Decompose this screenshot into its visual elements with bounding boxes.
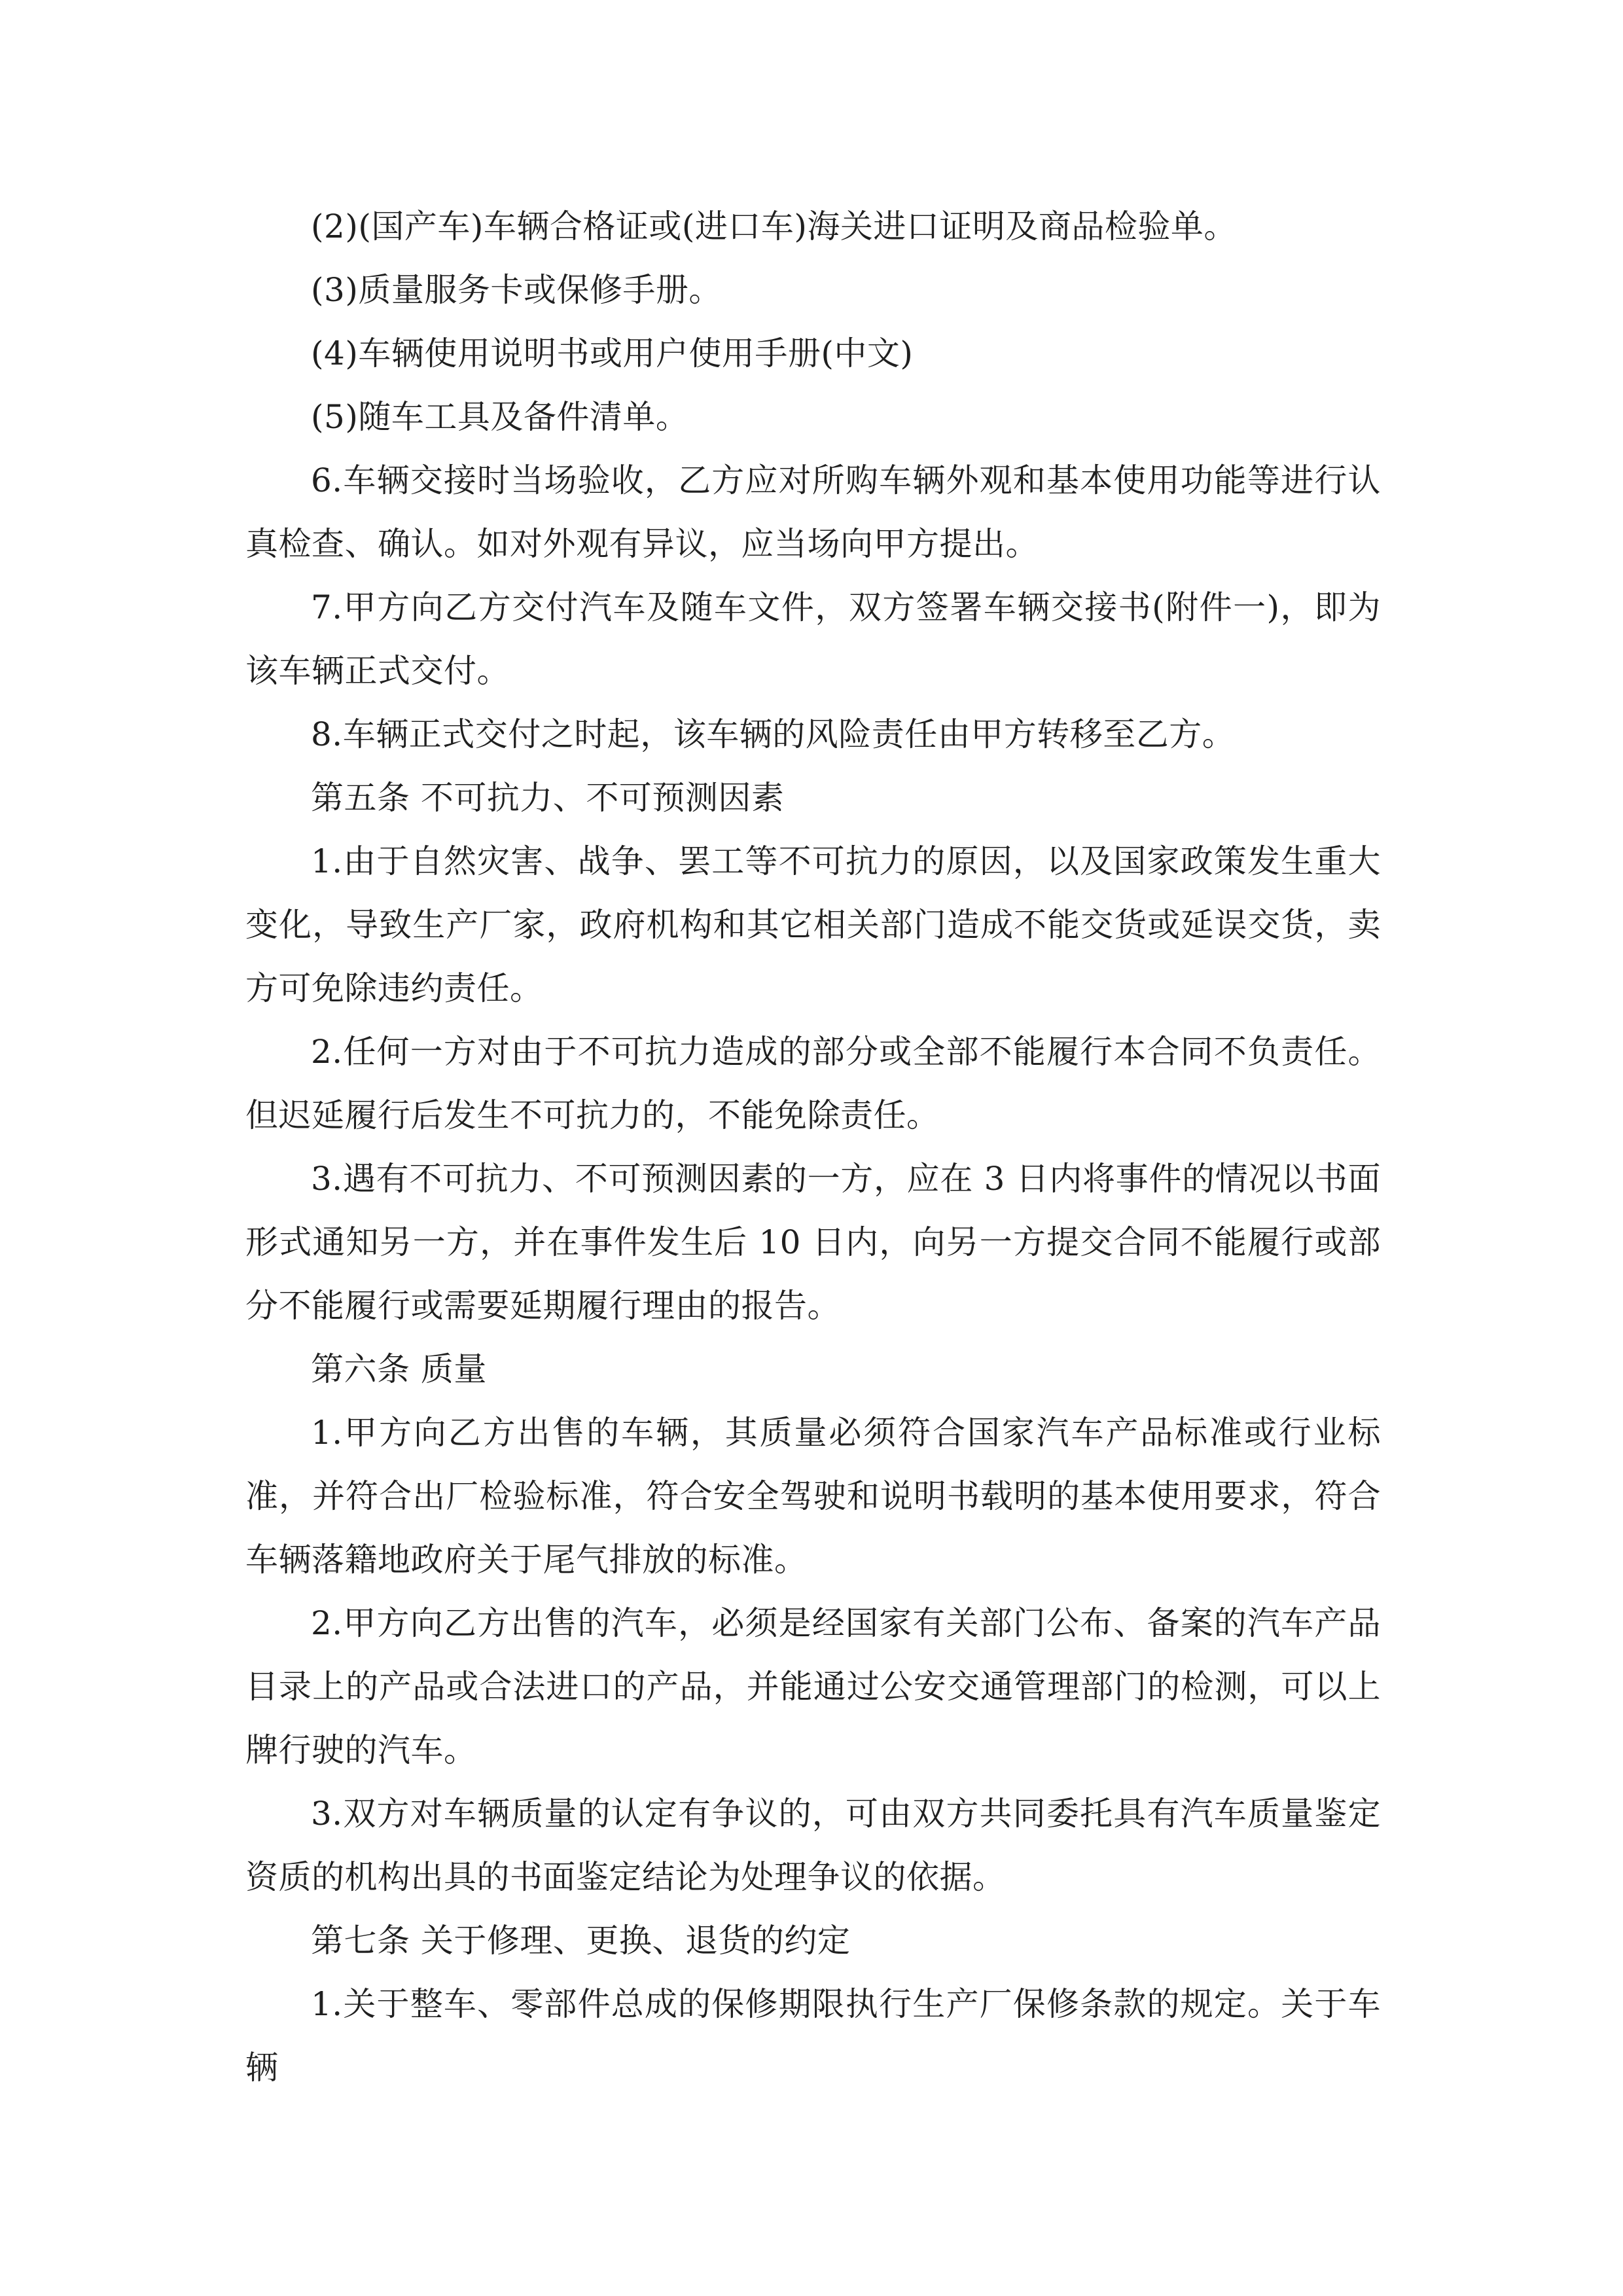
paragraph-article-5-clause-2: 2.任何一方对由于不可抗力造成的部分或全部不能履行本合同不负责任。但迟延履行后发生不可抗力的，不能免除责任。 [245,1033,1381,1134]
section-heading-article-6: 第六条 质量 [311,1350,487,1388]
paragraph-article-6-clause-3: 3.双方对车辆质量的认定有争议的，可由双方共同委托具有汽车质量鉴定资质的机构出具的书面鉴定结论为处理争议的依据。 [245,1795,1381,1896]
paragraph-item-3: (3)质量服务卡或保修手册。 [311,271,722,309]
paragraph-clause-6: 6.车辆交接时当场验收，乙方应对所购车辆外观和基本使用功能等进行认真检查、确认。如对外观有异议，应当场向甲方提出。 [245,461,1381,563]
section-heading-article-7: 第七条 关于修理、更换、退货的约定 [311,1922,851,1960]
paragraph-item-4: (4)车辆使用说明书或用户使用手册(中文) [311,334,914,372]
paragraph-article-6-clause-2: 2.甲方向乙方出售的汽车，必须是经国家有关部门公布、备案的汽车产品目录上的产品或合法进口的产品，并能通过公安交通管理部门的检测，可以上牌行驶的汽车。 [245,1604,1381,1769]
paragraph-clause-7: 7.甲方向乙方交付汽车及随车文件，双方签署车辆交接书(附件一)，即为该车辆正式交付。 [245,588,1381,690]
paragraph-article-5-clause-1: 1.由于自然灾害、战争、罢工等不可抗力的原因，以及国家政策发生重大变化，导致生产厂家，政府机构和其它相关部门造成不能交货或延误交货，卖方可免除违约责任。 [245,842,1381,1007]
paragraph-article-7-clause-1: 1.关于整车、零部件总成的保修期限执行生产厂保修条款的规定。关于车辆 [245,1985,1381,2087]
paragraph-item-2: (2)(国产车)车辆合格证或(进口车)海关进口证明及商品检验单。 [311,207,1237,245]
section-heading-article-5: 第五条 不可抗力、不可预测因素 [311,779,785,817]
paragraph-item-5: (5)随车工具及备件清单。 [311,398,689,436]
paragraph-article-6-clause-1: 1.甲方向乙方出售的车辆，其质量必须符合国家汽车产品标准或行业标准，并符合出厂检验标准，符合安全驾驶和说明书载明的基本使用要求，符合车辆落籍地政府关于尾气排放的标准。 [245,1414,1381,1579]
paragraph-clause-8: 8.车辆正式交付之时起，该车辆的风险责任由甲方转移至乙方。 [311,715,1236,753]
document-body [245,195,1381,2100]
paragraph-article-5-clause-3: 3.遇有不可抗力、不可预测因素的一方，应在 3 日内将事件的情况以书面形式通知另一方，并在事件发生后 10 日内，向另一方提交合同不能履行或部分不能履行或需要延期履行理由的报告。 [245,1160,1381,1325]
